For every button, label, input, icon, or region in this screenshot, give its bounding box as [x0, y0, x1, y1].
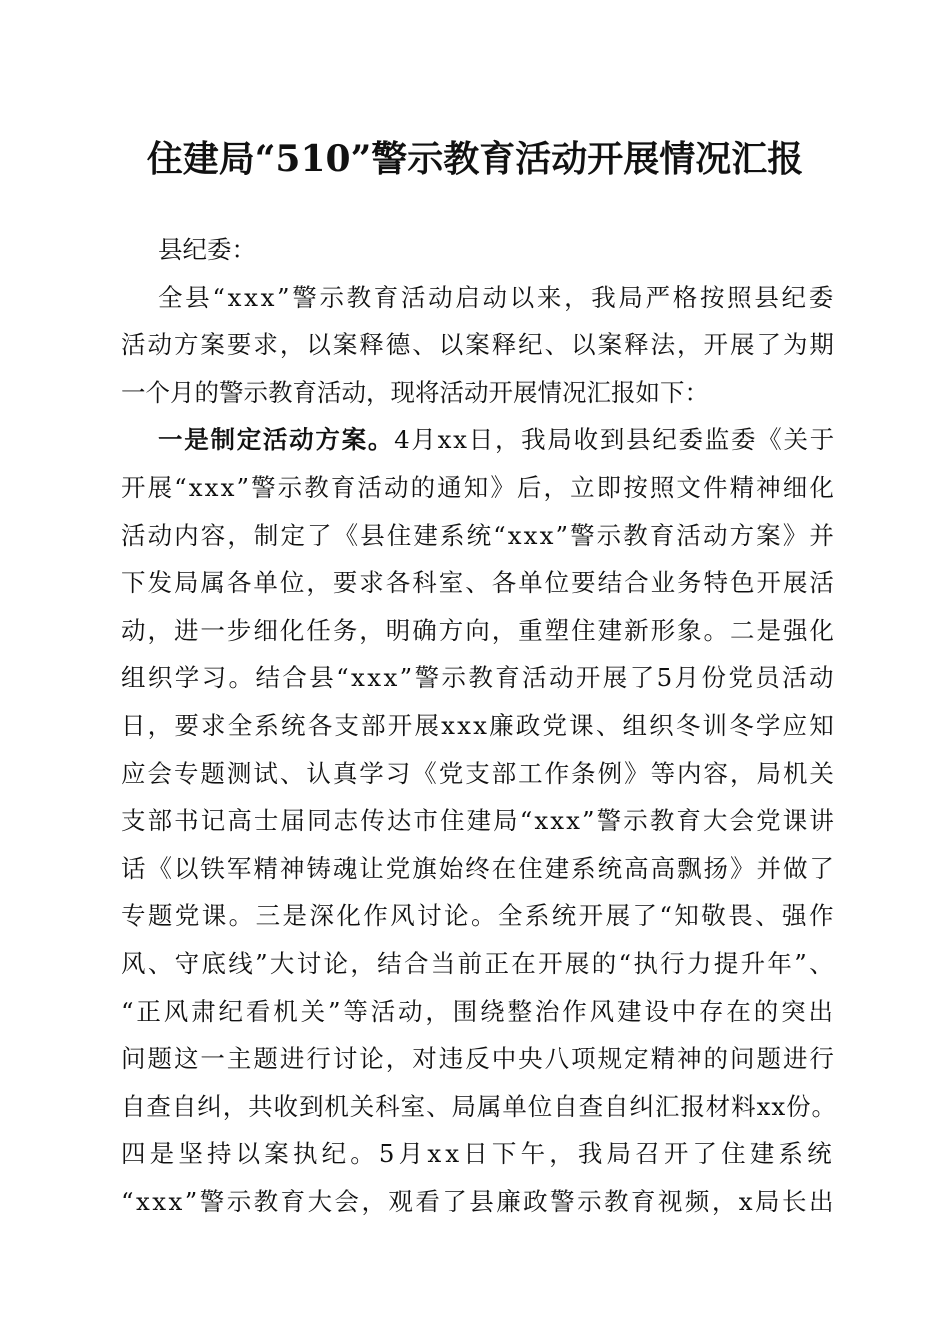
paragraph-line: 下发局属各单位，要求各科室、各单位要结合业务特色开展活 [121, 568, 836, 598]
paragraph-line: 专题党课。三是深化作风讨论。全系统开展了“知敬畏、强作 [121, 901, 836, 931]
paragraph-line: 全县“xxx”警示教育活动启动以来，我局严格按照县纪委 [158, 282, 836, 312]
paragraph-line: 开展“xxx”警示教育活动的通知》后，立即按照文件精神细化 [121, 472, 836, 502]
paragraph-line: 风、守底线”大讨论，结合当前正在开展的“执行力提升年”、 [121, 948, 836, 978]
paragraph-line: 动，进一步细化任务，明确方向，重塑住建新形象。二是强化 [121, 615, 836, 645]
paragraph-line: 日，要求全系统各支部开展xxx廉政党课、组织冬训冬学应知 [121, 710, 836, 740]
document-body [121, 226, 836, 1225]
paragraph-line: 问题这一主题进行讨论，对违反中央八项规定精神的问题进行 [121, 1044, 836, 1074]
salutation: 县纪委： [158, 235, 256, 264]
document-title: 住建局“510”警示教育活动开展情况汇报 [146, 138, 804, 180]
paragraph-line: 四是坚持以案执纪。5月xx日下午，我局召开了住建系统 [121, 1139, 836, 1169]
paragraph-line: 自查自纠，共收到机关科室、局属单位自查自纠汇报材料xx份。 [121, 1091, 837, 1121]
paragraph-line: 应会专题测试、认真学习《党支部工作条例》等内容，局机关 [121, 758, 836, 788]
paragraph-line: 活动内容，制定了《县住建系统“xxx”警示教育活动方案》并 [121, 520, 836, 550]
paragraph-line: “正风肃纪看机关”等活动，围绕整治作风建设中存在的突出 [121, 996, 836, 1026]
paragraph-line: 一个月的警示教育活动，现将活动开展情况汇报如下： [121, 377, 709, 407]
paragraph-line: 一是制定活动方案。4月xx日，我局收到县纪委监委《关于 [158, 425, 836, 455]
paragraph-line: 组织学习。结合县“xxx”警示教育活动开展了5月份党员活动 [121, 663, 836, 693]
section-heading: 一是制定活动方案。 [158, 425, 395, 455]
paragraph-line: 支部书记高士届同志传达市住建局“xxx”警示教育大会党课讲 [121, 806, 836, 836]
paragraph-line: “xxx”警示教育大会，观看了县廉政警示教育视频，x局长出 [121, 1186, 836, 1216]
paragraph-line: 话《以铁军精神铸魂让党旗始终在住建系统高高飘扬》并做了 [121, 853, 836, 883]
paragraph-line: 活动方案要求，以案释德、以案释纪、以案释法，开展了为期 [121, 330, 836, 360]
